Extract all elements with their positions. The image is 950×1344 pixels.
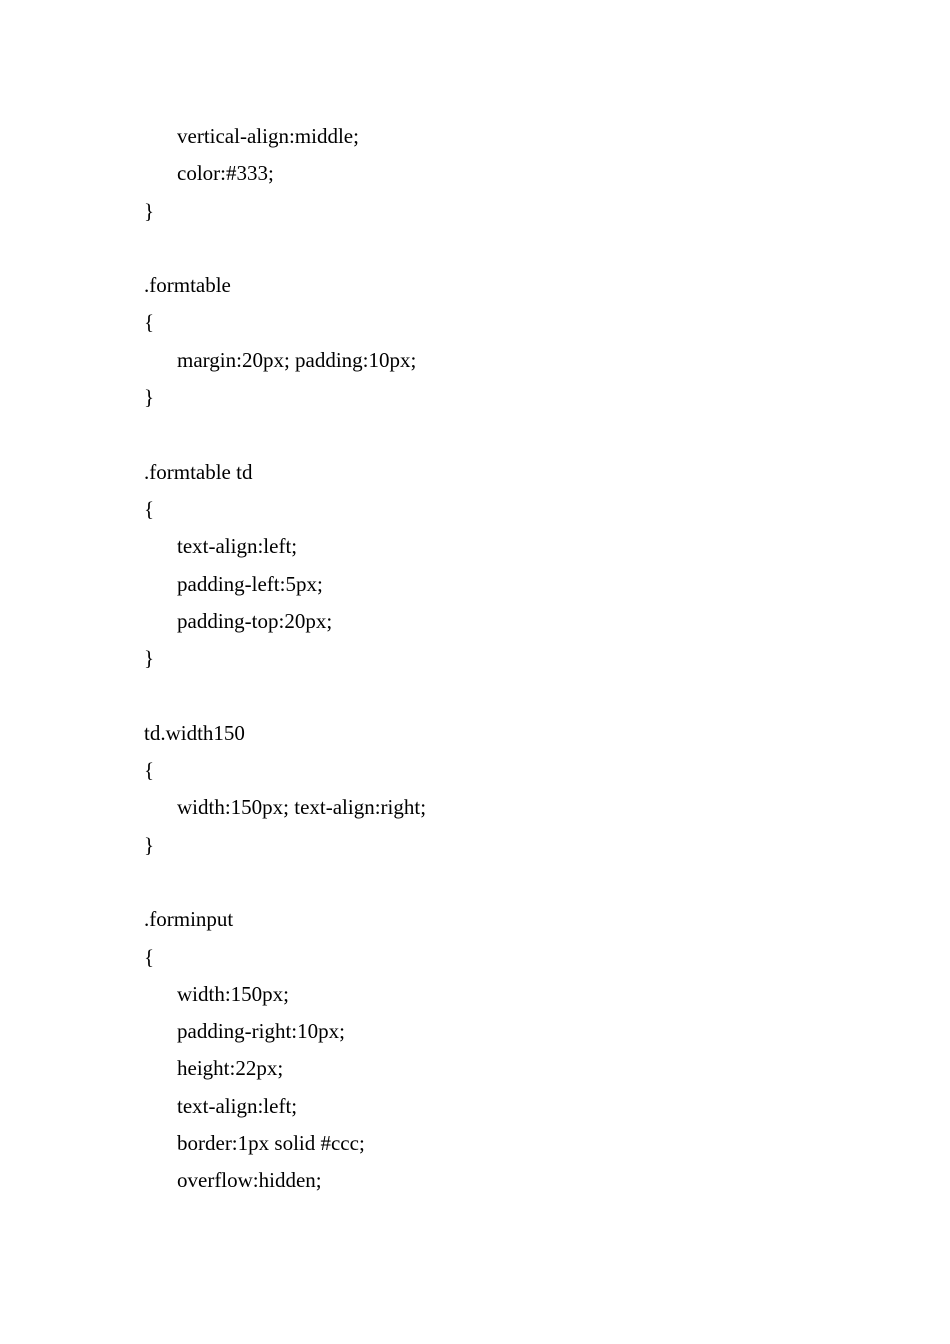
code-line: padding-left:5px;	[177, 571, 323, 596]
code-line: .formtable td	[144, 459, 253, 484]
code-line: color:#333;	[177, 161, 274, 186]
code-line: }	[144, 832, 155, 857]
code-line: {	[144, 310, 155, 335]
code-line: .formtable	[144, 273, 231, 298]
blank-line	[144, 416, 844, 453]
code-line: .forminput	[144, 907, 234, 932]
code-line: width:150px;	[177, 981, 290, 1006]
code-line: height:22px;	[177, 1056, 284, 1081]
code-line: {	[144, 944, 155, 969]
code-line: }	[144, 385, 155, 410]
code-line: {	[144, 496, 155, 521]
code-line: border:1px solid #ccc;	[177, 1131, 365, 1156]
code-line: }	[144, 198, 155, 223]
css-code-block	[144, 118, 844, 1200]
code-line: padding-top:20px;	[177, 608, 333, 633]
code-line: {	[144, 758, 155, 783]
code-line: td.width150	[144, 720, 245, 745]
code-line: margin:20px; padding:10px;	[177, 347, 417, 372]
code-line: padding-right:10px;	[177, 1019, 345, 1044]
blank-line	[144, 677, 844, 714]
code-line: width:150px; text-align:right;	[177, 795, 427, 820]
code-line: text-align:left;	[177, 1093, 298, 1118]
code-line: text-align:left;	[177, 534, 298, 559]
code-line: }	[144, 646, 155, 671]
blank-line	[144, 230, 844, 267]
code-line: overflow:hidden;	[177, 1168, 322, 1193]
code-line: vertical-align:middle;	[177, 124, 359, 148]
blank-line	[144, 864, 844, 901]
